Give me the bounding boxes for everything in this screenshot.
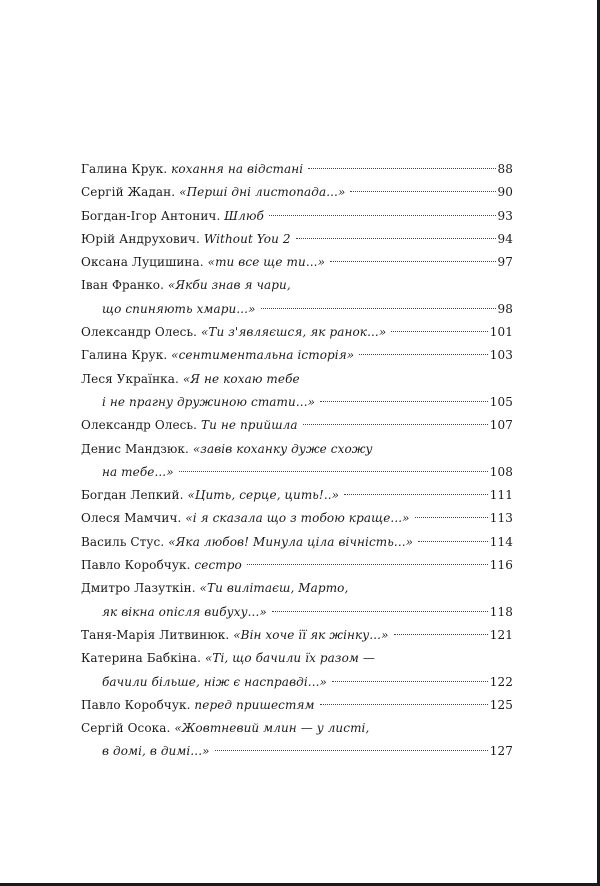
toc-title: «Ти з'являєшся, як ранок...» <box>200 325 387 340</box>
toc-entry[interactable] <box>81 531 513 554</box>
toc-entry-line <box>81 181 513 204</box>
toc-page-number: 101 <box>489 325 513 340</box>
toc-page-number: 122 <box>489 674 513 689</box>
toc-entry[interactable] <box>81 368 513 415</box>
toc-title: «Я не кохаю тебе <box>182 371 300 386</box>
toc-entry-continuation-line <box>81 391 513 414</box>
toc-author: Богдан Лепкий. <box>81 488 184 503</box>
toc-entry-continuation-line <box>81 671 513 694</box>
toc-entry[interactable] <box>81 158 513 181</box>
toc-entry-line <box>81 484 513 507</box>
toc-entry-line <box>81 344 513 367</box>
dot-leader <box>394 633 488 635</box>
toc-page-number: 88 <box>497 162 513 176</box>
toc-author: Павло Коробчук. <box>81 558 191 573</box>
toc-entry[interactable] <box>81 321 513 344</box>
toc-author: Оксана Луцишина. <box>81 255 204 270</box>
toc-entry[interactable] <box>81 274 513 321</box>
toc-page-number: 111 <box>489 488 513 503</box>
toc-entry-line <box>81 531 513 554</box>
toc-author: Олександр Олесь. <box>81 418 198 433</box>
toc-page-number: 94 <box>497 231 513 246</box>
toc-entry[interactable] <box>81 694 513 717</box>
toc-entry[interactable] <box>81 251 513 274</box>
toc-title: «Він хоче її як жінку...» <box>233 627 389 642</box>
toc-title: «Цить, серце, цить!..» <box>187 488 340 503</box>
dot-leader <box>272 610 488 612</box>
toc-title: кохання на відстані <box>171 162 304 176</box>
toc-entry-continuation-line <box>81 461 513 484</box>
toc-author: Таня-Марія Литвинюк. <box>81 627 230 642</box>
toc-title: в домі, в димі...» <box>102 744 210 759</box>
toc-entry[interactable] <box>81 507 513 530</box>
toc-entry[interactable] <box>81 577 513 624</box>
dot-leader <box>215 749 488 751</box>
dot-leader <box>320 400 488 402</box>
toc-entry[interactable] <box>81 647 513 694</box>
toc-entry-line <box>81 507 513 530</box>
toc-entry-line <box>81 694 513 717</box>
toc-page-number: 103 <box>489 348 513 363</box>
toc-entry-continuation-line <box>81 740 513 763</box>
toc-author: Сергій Осока. <box>81 721 171 736</box>
toc-title: «Якби знав я чари, <box>167 278 291 293</box>
toc-page-number: 116 <box>489 558 513 573</box>
toc-title: «сентиментальна історія» <box>171 348 355 363</box>
toc-entry[interactable] <box>81 484 513 507</box>
toc-entry[interactable] <box>81 414 513 437</box>
toc-entry-line <box>81 158 513 181</box>
toc-entry-line <box>81 321 513 344</box>
toc-entry-line <box>81 414 513 437</box>
dot-leader <box>350 190 495 192</box>
toc-author: Юрій Андрухович. <box>81 231 200 246</box>
toc-author: Сергій Жадан. <box>81 185 176 200</box>
toc-author: Леся Українка. <box>81 371 179 386</box>
toc-author: Василь Стус. <box>81 534 165 549</box>
toc-entry-continuation-line <box>81 601 513 624</box>
toc-entry-line <box>81 251 513 274</box>
dot-leader <box>330 260 495 262</box>
toc-page-number: 90 <box>497 185 513 200</box>
dot-leader <box>320 703 488 705</box>
toc-title: «Перші дні листопада...» <box>179 185 346 200</box>
toc-author: Галина Крук. <box>81 162 168 176</box>
toc-entry[interactable] <box>81 554 513 577</box>
toc-title: Шлюб <box>224 208 264 223</box>
toc-title: «Ті, що бачили їх разом — <box>204 651 375 666</box>
dot-leader <box>179 470 488 472</box>
toc-entry-line <box>81 624 513 647</box>
toc-title: на тебе...» <box>102 464 174 479</box>
toc-title: «завів коханку дуже схожу <box>192 441 373 456</box>
toc-page-number: 114 <box>489 534 513 549</box>
toc-entry-line <box>81 228 513 251</box>
toc-author: Катерина Бабкіна. <box>81 651 202 666</box>
toc-title: «ти все ще ти...» <box>207 255 326 270</box>
toc-entry[interactable] <box>81 717 513 764</box>
dot-leader <box>332 680 488 682</box>
dot-leader <box>261 307 496 309</box>
toc-author: Дмитро Лазуткін. <box>81 581 196 596</box>
toc-entry[interactable] <box>81 344 513 367</box>
toc-entry[interactable] <box>81 181 513 204</box>
toc-page-number: 125 <box>489 697 513 712</box>
toc-entry-line <box>81 577 513 600</box>
dot-leader <box>296 237 496 239</box>
dot-leader <box>344 493 488 495</box>
toc-page-number: 108 <box>489 464 513 479</box>
toc-page-number: 107 <box>489 418 513 433</box>
dot-leader <box>359 353 488 355</box>
toc-title: і не прагну дружиною стати...» <box>102 394 316 409</box>
toc-page-number: 105 <box>489 394 513 409</box>
toc-page-number: 118 <box>489 604 513 619</box>
toc-entry[interactable] <box>81 205 513 228</box>
toc-author: Іван Франко. <box>81 278 164 293</box>
toc-entry-line <box>81 554 513 577</box>
dot-leader <box>303 423 488 425</box>
toc-author: Олександр Олесь. <box>81 325 198 340</box>
dot-leader <box>391 330 488 332</box>
toc-title: «Жовтневий млин — у листі, <box>174 721 370 736</box>
dot-leader <box>308 167 495 169</box>
toc-page-number: 98 <box>497 301 513 316</box>
toc-title: перед пришестям <box>194 697 315 712</box>
toc-title: бачили більше, ніж є насправді...» <box>102 674 327 689</box>
toc-author: Олеся Мамчич. <box>81 511 182 526</box>
toc-title: сестро <box>194 558 242 573</box>
toc-page-number: 113 <box>489 511 513 526</box>
toc-title: «Яка любов! Минула ціла вічність...» <box>168 534 414 549</box>
toc-page-number: 121 <box>489 627 513 642</box>
toc-entry-line <box>81 717 513 740</box>
toc-page-number: 97 <box>497 255 513 270</box>
toc-entry-line <box>81 274 513 297</box>
toc-entry[interactable] <box>81 624 513 647</box>
toc-title: Ти не прийшла <box>200 418 298 433</box>
dot-leader <box>247 563 488 565</box>
toc-author: Богдан-Ігор Антонич. <box>81 208 221 223</box>
dot-leader <box>269 214 496 216</box>
toc-entry-line <box>81 647 513 670</box>
toc-entry-line <box>81 205 513 228</box>
table-of-contents <box>81 158 513 764</box>
toc-title: «Ти вилітаєш, Марто, <box>199 581 349 596</box>
toc-author: Денис Мандзюк. <box>81 441 189 456</box>
toc-entry-continuation-line <box>81 298 513 321</box>
toc-author: Галина Крук. <box>81 348 168 363</box>
toc-entry[interactable] <box>81 438 513 485</box>
dot-leader <box>415 516 488 518</box>
toc-page-number: 93 <box>497 208 513 223</box>
toc-page-number: 127 <box>489 744 513 759</box>
dot-leader <box>418 540 488 542</box>
toc-entry-line <box>81 368 513 391</box>
toc-entry-line <box>81 438 513 461</box>
toc-author: Павло Коробчук. <box>81 697 191 712</box>
toc-title: як вікна опісля вибуху...» <box>102 604 267 619</box>
toc-title: Without You 2 <box>203 231 291 246</box>
toc-title: «і я сказала що з тобою краще...» <box>185 511 410 526</box>
toc-entry[interactable] <box>81 228 513 251</box>
toc-title: що спиняють хмари...» <box>102 301 256 316</box>
